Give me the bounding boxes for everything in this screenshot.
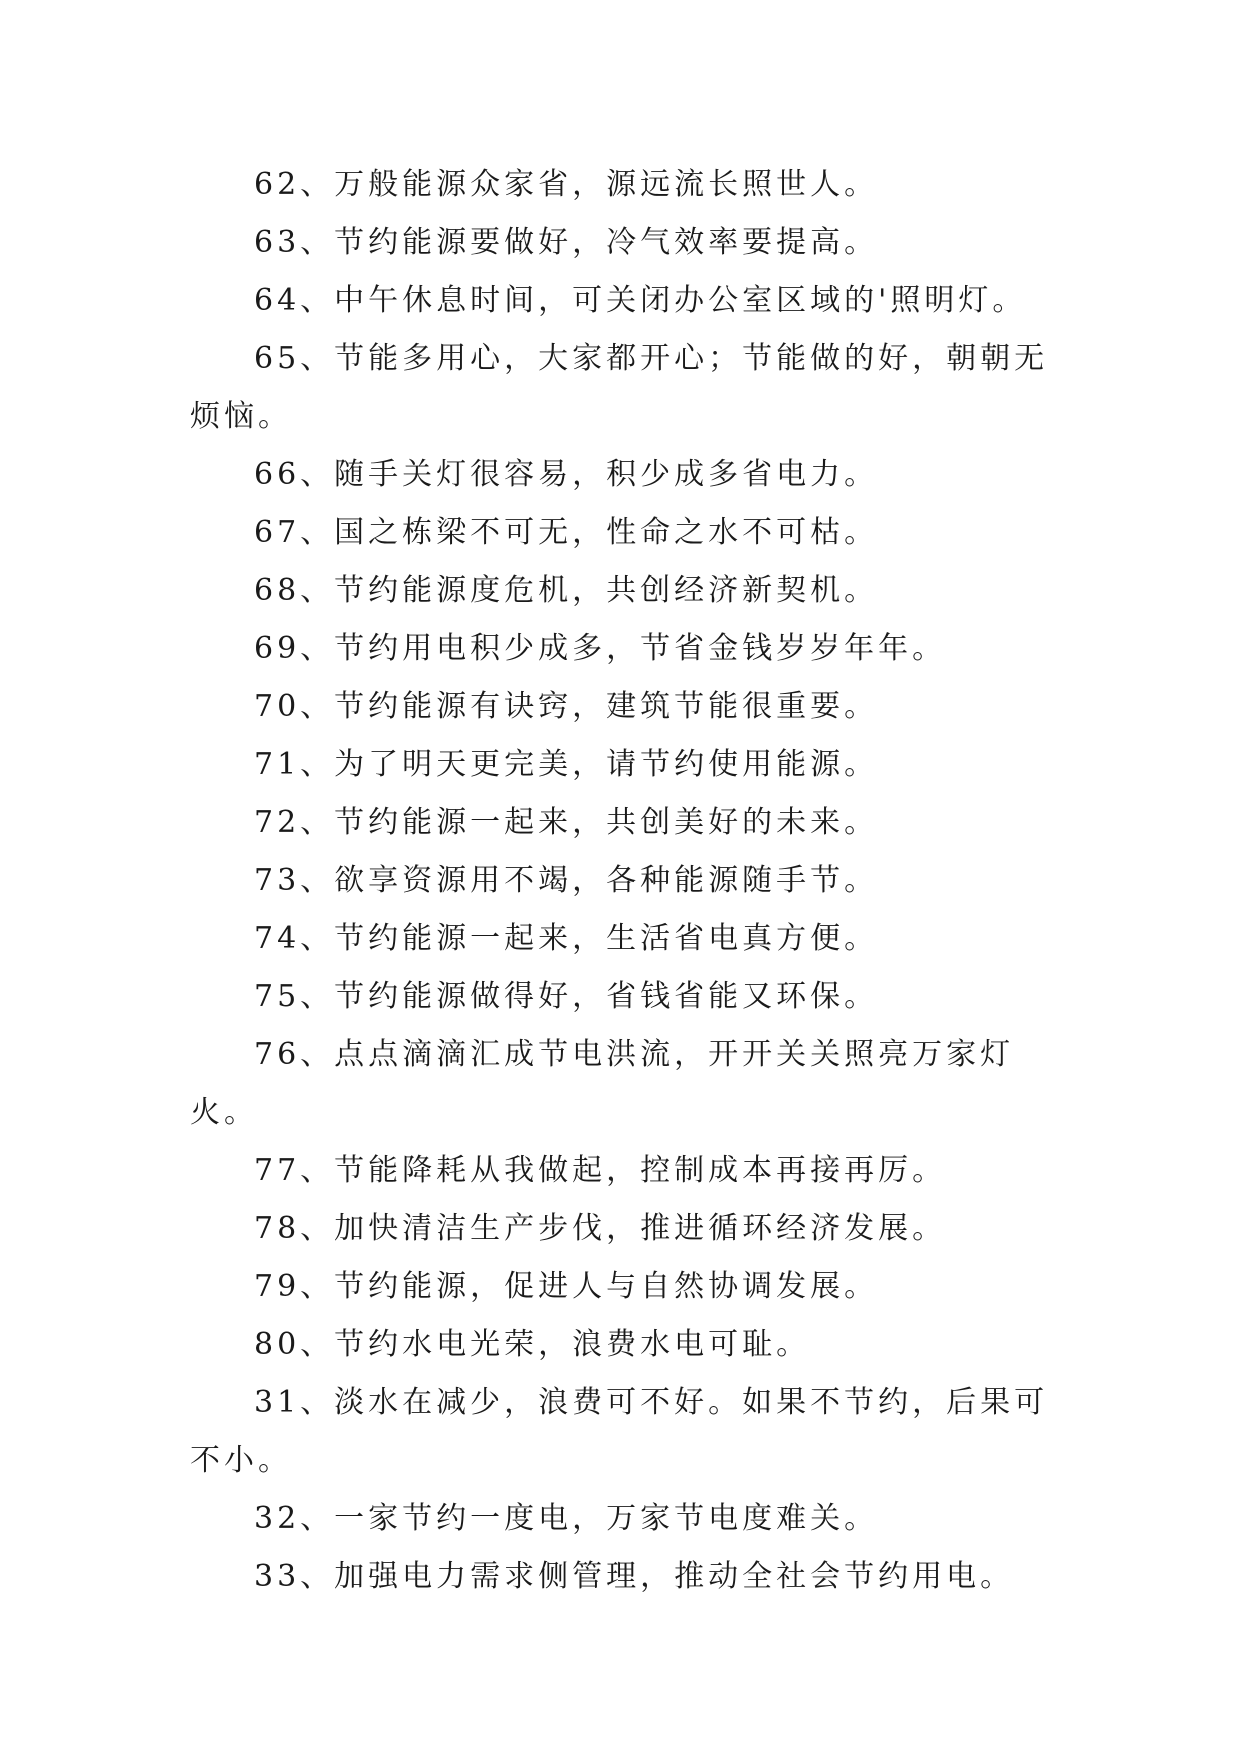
slogan-paragraph: 75、节约能源做得好，省钱省能又环保。: [254, 979, 879, 1014]
slogan-paragraph: 67、国之栋梁不可无，性命之水不可枯。: [254, 515, 879, 550]
slogan-paragraph: 77、节能降耗从我做起，控制成本再接再厉。: [254, 1153, 947, 1188]
slogan-paragraph: 32、一家节约一度电，万家节电度难关。: [254, 1501, 879, 1536]
slogan-paragraph: 79、节约能源，促进人与自然协调发展。: [254, 1269, 879, 1304]
slogan-paragraph: 70、节约能源有诀窍，建筑节能很重要。: [254, 689, 879, 724]
slogan-paragraph: 80、节约水电光荣，浪费水电可耻。: [254, 1327, 811, 1362]
slogan-paragraph: 33、加强电力需求侧管理，推动全社会节约用电。: [254, 1559, 1015, 1594]
slogan-paragraph: 64、中午休息时间，可关闭办公室区域的'照明灯。: [254, 283, 1027, 318]
slogan-paragraph: 71、为了明天更完美，请节约使用能源。: [254, 747, 879, 782]
slogan-paragraph: 31、淡水在减少，浪费可不好。如果不节约，后果可不小。: [190, 1385, 1049, 1478]
slogan-paragraph: 68、节约能源度危机，共创经济新契机。: [254, 573, 879, 608]
slogan-paragraph: 66、随手关灯很容易，积少成多省电力。: [254, 457, 879, 492]
document-body: [190, 156, 1070, 1606]
slogan-paragraph: 74、节约能源一起来，生活省电真方便。: [254, 921, 879, 956]
slogan-paragraph: 63、节约能源要做好，冷气效率要提高。: [254, 225, 879, 260]
slogan-paragraph: 76、点点滴滴汇成节电洪流，开开关关照亮万家灯火。: [190, 1037, 1015, 1130]
slogan-paragraph: 78、加快清洁生产步伐，推进循环经济发展。: [254, 1211, 947, 1246]
slogan-paragraph: 72、节约能源一起来，共创美好的未来。: [254, 805, 879, 840]
slogan-paragraph: 65、节能多用心，大家都开心；节能做的好，朝朝无烦恼。: [190, 341, 1049, 434]
slogan-paragraph: 69、节约用电积少成多，节省金钱岁岁年年。: [254, 631, 947, 666]
slogan-paragraph: 73、欲享资源用不竭，各种能源随手节。: [254, 863, 879, 898]
slogan-paragraph: 62、万般能源众家省，源远流长照世人。: [254, 167, 879, 202]
